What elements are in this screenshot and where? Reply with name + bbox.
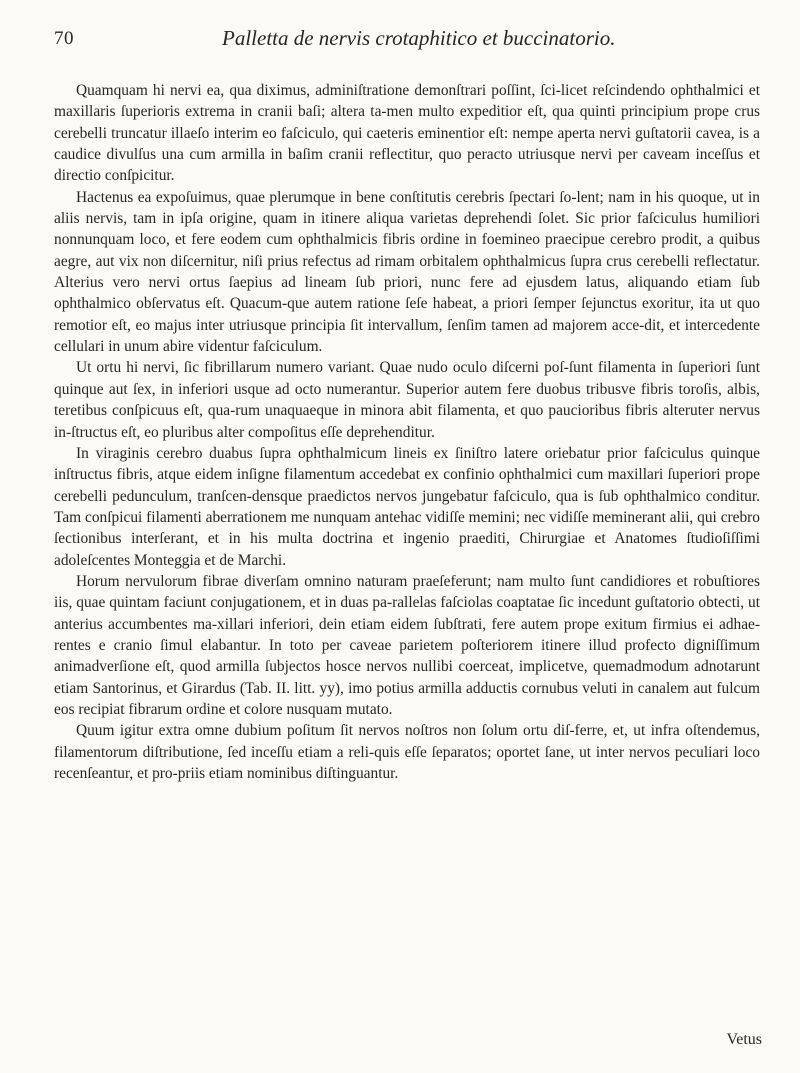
running-head xyxy=(54,26,754,56)
body-text xyxy=(54,80,760,784)
running-title: Palletta de nervis crotaphitico et buccinatorio. xyxy=(222,26,616,50)
paragraph-4: In viraginis cerebro duabus ſupra ophthalmicum lineis ex ſiniſtro latere oriebatur prior faſciculus quinque inſtructus fibris, atque eidem inſigne filamentum accedebat ex confinio ophthalmici cum maxillari ſuperiori prope cerebelli pedunculum, tranſcen-densque praedictos nervos jungebatur faſciculo, qua is ſub ophthalmico conditur. Tam conſpicui filamenti aberrationem me nunquam antehac vidiſſe memini; nec vidiſſe meminerant alii, qui crebro ſectionibus interſerant, et in his multa doctrina et ingenio praediti, Chirurgiae et Anatomes ſtudioſiſſimi adoleſcentes Monteggia et de Marchi. xyxy=(54,444,760,569)
paragraph-2: Hactenus ea expoſuimus, quae plerumque in bene conſtitutis cerebris ſpectari ſo-lent; nam in his quoque, ut in aliis nervis, tam in ipſa origine, quam in itinere aliqua varietas deprehendi ſolet. Sic prior faſciculus humiliori nonnunquam loco, et fere eodem cum ophthalmicis fibris ordine in foemineo praecipue cerebro prodit, a quibus aegre, aut vix non diſcernitur, niſi prius refectus ad rimam orbitalem ophthalmicus ſupra crus cerebelli reflectatur. Alterius vero nervi ortus ſaepius ad lineam ſub priori, nunc fere ad ejusdem latus, aliquando etiam ſub ophthalmico obſervatus eſt. Quacum-que autem ratione ſeſe habeat, a priori ſemper ſejunctus exoritur, ita ut quo remotior eſt, eo majus inter utriusque principia ſit intervallum, ſenſim tamen ad majorem acce-dit, et intercedente cellulari in unum abire videntur faſciculum. xyxy=(54,188,760,356)
paragraph-6: Quum igitur extra omne dubium poſitum ſit nervos noſtros non ſolum ortu diſ-ferre, et, ut infra oſtendemus, filamentorum diſtributione, ſed inceſſu etiam a reli-quis eſſe ſeparatos; oportet ſane, ut inter nervos peculiari loco recenſeantur, et pro-priis etiam nominibus diſtinguantur. xyxy=(54,722,760,782)
page-number: 70 xyxy=(54,28,74,49)
paragraph-1: Quamquam hi nervi ea, qua diximus, adminiſtratione demonſtrari poſſint, ſci-licet reſcindendo ophthalmici et maxillaris ſuperioris extrema in cranii baſi; altera ta-men multo expeditior eſt, qua quinti principium prope crus cerebelli truncatur illaeſo interim eo faſciculo, qui caeteris eminentior eſt: nempe aperta nervi guſtatorii cavea, is a caudice divulſus una cum armilla in baſim cranii reflectitur, quo peracto utriusque nervi per caveam inceſſus et directio conſpicitur. xyxy=(54,82,760,185)
paragraph-5: Horum nervulorum fibrae diverſam omnino naturam praeſeferunt; nam multo ſunt candidiores et robuſtiores iis, quae quintam faciunt conjugationem, et in duas pa-rallelas faſciolas coaptatae ſic incedunt guſtatorio obtecti, ut anterius accumbentes ma-xillari inferiori, dein etiam eidem ſubſtrati, fere autem prope exitum firmius ei adhae-rentes e cranio ſimul elabantur. In toto per caveae parietem poſteriorem itinere illud profecto digniſſimum animadverſione eſt, quod armilla ſubjectos hosce nervos nullibi coerceat, implicetve, quemadmodum adnotarunt etiam Santorinus, et Girardus (Tab. II. litt. yy), imo potius armilla adductis cornubus veluti in canalem aut fulcum eos recipiat fibrarum ordine et colore nusquam mutato. xyxy=(54,572,760,718)
paragraph-3: Ut ortu hi nervi, ſic fibrillarum numero variant. Quae nudo oculo diſcerni poſ-ſunt filamenta in ſuperiori ſunt quinque aut ſex, in inferiori usque ad octo numerantur. Superior autem fere duobus tribusve fibris toroſis, albis, teretibus conſpicuus eſt, qua-rum unaquaeque in minora abit filamenta, et quo paucioribus fibris alteruter nervus in-ſtructus eſt, eo pluribus alter compoſitus eſſe deprehenditur. xyxy=(54,359,760,441)
catchword: Vetus xyxy=(726,1031,762,1048)
